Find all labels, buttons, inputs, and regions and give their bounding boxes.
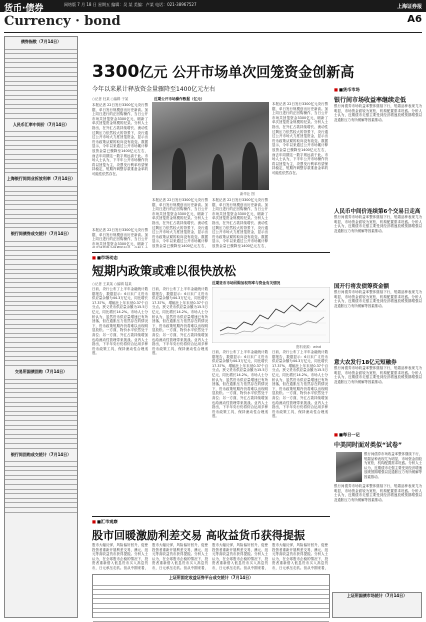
main-body-col2: 本报记者 22日发行3300亿元央行票据，单日发行规模创出历史新高。加上同日进行的正回购操作，当日公开市场共回笼资金3300亿元，刷新了单次回笼资金规模的纪录。分析人士指出，在外汇占款持续增长、流动性过剩压力依然较大的背景下，央行通过公开市场大力度回笼资金，显示出货币政策从紧的取向没有改变。数据显示，今年以来通过公开市场累计释放资金量已骤降至1400亿元左右， <box>152 198 208 248</box>
photo-figure <box>212 154 224 190</box>
article2-body-col4: 日前，央行公布了上半年金融统计数据报告，数据显示：6月末广义货币供应量余额为44.3万亿元，同比增长17.37%，增幅比上年末低0.37个百分点。狭义货币供应量余额为15.5万亿元，同比增长14.2%。市场人士分析认为，虽然货币供应量增速已有所回落，但在通胀压力依然存在的情况下，货币政策短期内仍将难以出现明显放松。一方面，物价水平依然处于高位；另一方面，外汇占款持续增加也给流动性管理带来挑战。业内人士指出，下半年央行仍将综合运用多种货币政策工具，保持流动性合理适度。 <box>272 350 328 419</box>
main-headline <box>92 62 354 82</box>
header-meta: 网络版 7 月 18 日 星期五 编辑：吴 某 美编：卢某 电话：021-38967527 <box>64 2 197 7</box>
table-row <box>5 508 77 513</box>
right-headline-5: 中美同时面对类似“试卷” <box>334 442 402 449</box>
table-cell <box>41 443 59 448</box>
main-byline: ○记者 杜某 ○编辑 于某 <box>92 97 129 101</box>
article2-body-col3: 日前，央行公布了上半年金融统计数据报告，数据显示：6月末广义货币供应量余额为44.3万亿元，同比增长17.37%，增幅比上年末低0.37个百分点。狭义货币供应量余额为15.5万亿元，同比增长14.2%。市场人士分析认为，虽然货币供应量增速已有所回落，但在通胀压力依然存在的情况下，货币政策短期内仍将难以出现明显放松。一方面，物价水平依然处于高位；另一方面，外汇占款持续增加也给流动性管理带来挑战。业内人士指出，下半年央行仍将综合运用多种货币政策工具，保持流动性合理适度。 <box>212 350 268 419</box>
table-cell <box>5 361 23 366</box>
table-title-fx: 人民币汇率中间价（7月14日） <box>12 121 70 127</box>
data-table <box>5 375 77 449</box>
table-cell <box>5 508 23 513</box>
table-cell <box>59 508 77 513</box>
right-body-1: 银行间债券市场收益率整体继续下行，短端品种表现尤为明显，市场资金面较为宽松，机构配置需求旺盛。分析人士认为，近期债市走强主要受到经济增速放缓预期增强以及通胀压力有所缓解等因素推动。 <box>334 104 422 122</box>
table-title-shibor: 上海银行间同业拆放利率（7月14日） <box>6 176 76 182</box>
table-grid <box>5 237 77 366</box>
table-cell <box>41 223 59 228</box>
table-row <box>5 223 77 228</box>
table-grid <box>5 128 77 174</box>
article2-chart-caption: 资料来源：wind <box>296 345 321 349</box>
article2-byline: ○记者 王某某 ○编辑 陆某 <box>92 282 132 286</box>
table-cell <box>59 168 77 173</box>
table-cell <box>41 113 59 118</box>
data-table <box>5 182 77 228</box>
right-body-2: 银行间债券市场收益率整体继续下行，短端品种表现尤为明显，市场资金面较为宽松，机构配置需求旺盛。分析人士认为，近期债市走强主要受到经济增速放缓预期增强以及通胀压力有所缓解等因素推动。 <box>334 215 422 233</box>
table-cell <box>23 361 41 366</box>
table-cell <box>152 617 211 622</box>
table-grid <box>5 375 77 449</box>
section-english: Currency · bond <box>4 14 121 29</box>
headline-text: 亿元 公开市场单次回笼资金创新高 <box>139 65 355 81</box>
data-table <box>5 45 77 119</box>
main-body-col1: 本报记者 22日发行3300亿元央行票据，单日发行规模创出历史新高。加上同日进行的正回购操作，当日公开市场共回笼资金3300亿元，刷新了单次回笼资金规模的纪录。分析人士指出，在外汇占款持续增长、流动性过剩压力依然较大的背景下，央行通过公开市场大力度回笼资金，显示出货币政策从紧的取向没有改变。数据显示，今年以来通过公开市场累计释放资金量已骤降至1400亿元左右，而去年同期这一数字则远高于此。市场人士认为，下半年公开市场操作仍将以回笼为主，央票发行利率有望保持稳定，短期内调整存款准备金率的可能性依然存在。 <box>92 103 148 176</box>
table-cell <box>41 168 59 173</box>
table-cell <box>59 361 77 366</box>
table-cell <box>23 508 41 513</box>
table-cell <box>59 113 77 118</box>
paper-name: 上海证券报 <box>396 4 422 10</box>
article3-headline: 股市回暖激励利差交易 高收益货币获得提振 <box>92 529 305 542</box>
right-body-3: 银行间债券市场收益率整体继续下行，短端品种表现尤为明显，市场资金面较为宽松，机构配置需求旺盛。分析人士认为，近期债市走强主要受到经济增速放缓预期增强以及通胀压力有所缓解等因素推动。 <box>334 290 422 308</box>
right-body-5b: 银行间债券市场收益率整体继续下行，短端品种表现尤为明显，市场资金面较为宽松，机构配置需求旺盛。分析人士认为，近期债市走强主要受到经济增速放缓预期增强以及通胀压力有所缓解等因素推动。 <box>334 484 422 502</box>
section-rule <box>92 516 330 517</box>
right-headline-3: 国开行将发债筹资金额 <box>334 284 390 290</box>
table-cell <box>59 223 77 228</box>
table-cell <box>270 617 329 622</box>
photo-figure <box>242 142 258 190</box>
right-headline-2: 人民币中间价连续第6个交易日走高 <box>334 209 421 215</box>
article3-body-col2: 股市大幅反弹，风险偏好回升，促使投资者重新开展利差交易，澳元、纽元等高收益货币获得提振。分析人士认为，在全球股市企稳的情况下，投资者重新借入低息货币买入高息货币，日元承压走软。但从中期来看， <box>152 543 208 570</box>
main-chart-title: 近期公开市场操作数据（亿元） <box>154 97 205 101</box>
article3-body-col3: 股市大幅反弹，风险偏好回升，促使投资者重新开展利差交易，澳元、纽元等高收益货币获得提振。分析人士认为，在全球股市企稳的情况下，投资者重新借入低息货币买入高息货币，日元承压走软。但从中期来看， <box>212 543 268 570</box>
news-photo <box>152 102 269 190</box>
article3-body-col4: 股市大幅反弹，风险偏好回升，促使投资者重新开展利差交易，澳元、纽元等高收益货币获得提振。分析人士认为，在全球股市企稳的情况下，投资者重新借入低息货币买入高息货币，日元承压走软。但从中期来看， <box>272 543 328 570</box>
table-row <box>5 361 77 366</box>
table-grid <box>5 182 77 228</box>
main-body-col4: 本报记者 22日发行3300亿元央行票据，单日发行规模创出历史新高。加上同日进行的正回购操作，当日公开市场共回笼资金3300亿元，刷新了单次回笼资金规模的纪录。分析人士指出，在外汇占款持续增长、流动性过剩压力依然较大的背景下，央行通过公开市场大力度回笼资金，显示出货币政策从紧的取向没有改变。数据显示，今年以来通过公开市场累计释放资金量已骤降至1400亿元左右，而去年同期这一数字则远高于此。市场人士认为，下半年公开市场操作仍将以回笼为主，央票发行利率有望保持稳定，短期内调整存款准备金率的可能性依然存在。 <box>272 102 328 175</box>
data-table <box>93 581 329 622</box>
section-tag: 货币·债券 <box>4 4 44 14</box>
table-title-repo: 交易所国债回购（7月14日） <box>14 369 68 374</box>
table-row <box>93 617 329 622</box>
article3-label: ■ ■汇市观察 <box>92 519 118 525</box>
right-headline-4: 意大农发行18亿元短融券 <box>334 360 397 366</box>
bottom-table-title-2: 上证所国债市场统计（7月14日） <box>346 593 408 598</box>
section-rule <box>92 252 330 253</box>
table-title-bond-index: 债券指数（7月14日） <box>20 39 62 44</box>
table-cell <box>5 113 23 118</box>
table-cell <box>5 443 23 448</box>
right-body-5a: 银行间债券市场收益率整体继续下行，短端品种表现尤为明显，市场资金面较为宽松，机构配置需求旺盛。分析人士认为，近期债市走强主要受到经济增速放缓预期增强以及通胀压力有所缓解等因素推动。 <box>364 452 422 479</box>
table-row <box>5 168 77 173</box>
data-table <box>5 237 77 366</box>
table-row <box>5 443 77 448</box>
table-cell <box>211 617 270 622</box>
table-title-ib-repo: 银行间回购成交统计（7月14日） <box>10 451 72 457</box>
photo-caption: 新华社 图 <box>240 192 255 196</box>
right-label-1: ■ ■货币市场 <box>334 87 360 93</box>
right-body-4: 银行间债券市场收益率整体继续下行，短端品种表现尤为明显，市场资金面较为宽松，机构配置需求旺盛。分析人士认为，近期债市走强主要受到经济增速放缓预期增强以及通胀压力有所缓解等因素推动。 <box>334 366 422 384</box>
page-number: A6 <box>407 14 422 25</box>
table-cell <box>23 113 41 118</box>
headline-number: 3300 <box>92 62 140 82</box>
table-grid <box>5 458 77 513</box>
table-cell <box>41 508 59 513</box>
data-table <box>5 128 77 174</box>
article2-body-col2: 日前，央行公布了上半年金融统计数据报告，数据显示：6月末广义货币供应量余额为44.3万亿元，同比增长17.37%，增幅比上年末低0.37个百分点。狭义货币供应量余额为15.5万亿元，同比增长14.2%。市场人士分析认为，虽然货币供应量增速已有所回落，但在通胀压力依然存在的情况下，货币政策短期内仍将难以出现明显放松。一方面，物价水平依然处于高位；另一方面，外汇占款持续增加也给流动性管理带来挑战。业内人士指出，下半年央行仍将综合运用多种货币政策工具，保持流动性合理适度。 <box>152 287 208 356</box>
table-cell <box>93 617 152 622</box>
table-cell <box>5 168 23 173</box>
bottom-table-box <box>92 574 330 618</box>
article2-chart-title: 近期货币市场回购加权利率与资金有关情况 <box>212 281 281 285</box>
article3-body-col1: 股市大幅反弹，风险偏好回升，促使投资者重新开展利差交易，澳元、纽元等高收益货币获得提振。分析人士认为，在全球股市企稳的情况下，投资者重新借入低息货币买入高息货币，日元承压走软。但从中期来看， <box>92 543 148 570</box>
main-body-col5: 本报记者 22日发行3300亿元央行票据，单日发行规模创出历史新高。加上同日进行的正回购操作，当日公开市场共回笼资金3300亿元，刷新了 <box>92 228 148 246</box>
bottom-table-title: 上证所固定收益证券平台成交统计（7月14日） <box>168 575 254 580</box>
article2-body-col1: 日前，央行公布了上半年金融统计数据报告，数据显示：6月末广义货币供应量余额为44.3万亿元，同比增长17.37%，增幅比上年末低0.37个百分点。狭义货币供应量余额为15.5万亿元，同比增长14.2%。市场人士分析认为，虽然货币供应量增速已有所回落，但在通胀压力依然存在的情况下，货币政策短期内仍将难以出现明显放松。一方面，物价水平依然处于高位；另一方面，外汇占款持续增加也给流动性管理带来挑战。业内人士指出，下半年央行仍将综合运用多种货币政策工具，保持流动性合理适度。 <box>92 287 148 356</box>
main-subhead: 今年以来累计释放资金量骤降至1400亿元左右 <box>92 86 216 93</box>
table-cell <box>23 168 41 173</box>
columnist-portrait <box>336 452 362 482</box>
table-cell <box>23 443 41 448</box>
table-title-interbank: 银行间债券成交统计（7月14日） <box>10 231 72 237</box>
article2-chart <box>212 287 330 343</box>
left-data-column <box>4 36 78 618</box>
article2-label: ■ ■市场动态 <box>92 255 118 261</box>
table-cell <box>59 443 77 448</box>
right-headline-1: 银行间市场收益率继续走低 <box>334 97 407 104</box>
table-cell <box>5 223 23 228</box>
article2-headline: 短期内政策或难以很快放松 <box>92 264 237 278</box>
table-grid <box>5 45 77 119</box>
photo-figure <box>172 148 186 190</box>
header-rule <box>4 32 422 33</box>
bottom-table-box-2 <box>332 592 422 618</box>
data-table <box>5 458 77 513</box>
right-label-5: ■ ■每日一记 <box>334 432 360 438</box>
table-cell <box>41 361 59 366</box>
table-grid <box>93 581 329 622</box>
table-cell <box>23 223 41 228</box>
main-body-col3: 本报记者 22日发行3300亿元央行票据，单日发行规模创出历史新高。加上同日进行的正回购操作，当日公开市场共回笼资金3300亿元，刷新了单次回笼资金规模的纪录。分析人士指出，在外汇占款持续增长、流动性过剩压力依然较大的背景下，央行通过公开市场大力度回笼资金，显示出货币政策从紧的取向没有改变。数据显示，今年以来通过公开市场累计释放资金量已骤降至1400亿元左右， <box>212 198 268 248</box>
table-row <box>5 113 77 118</box>
